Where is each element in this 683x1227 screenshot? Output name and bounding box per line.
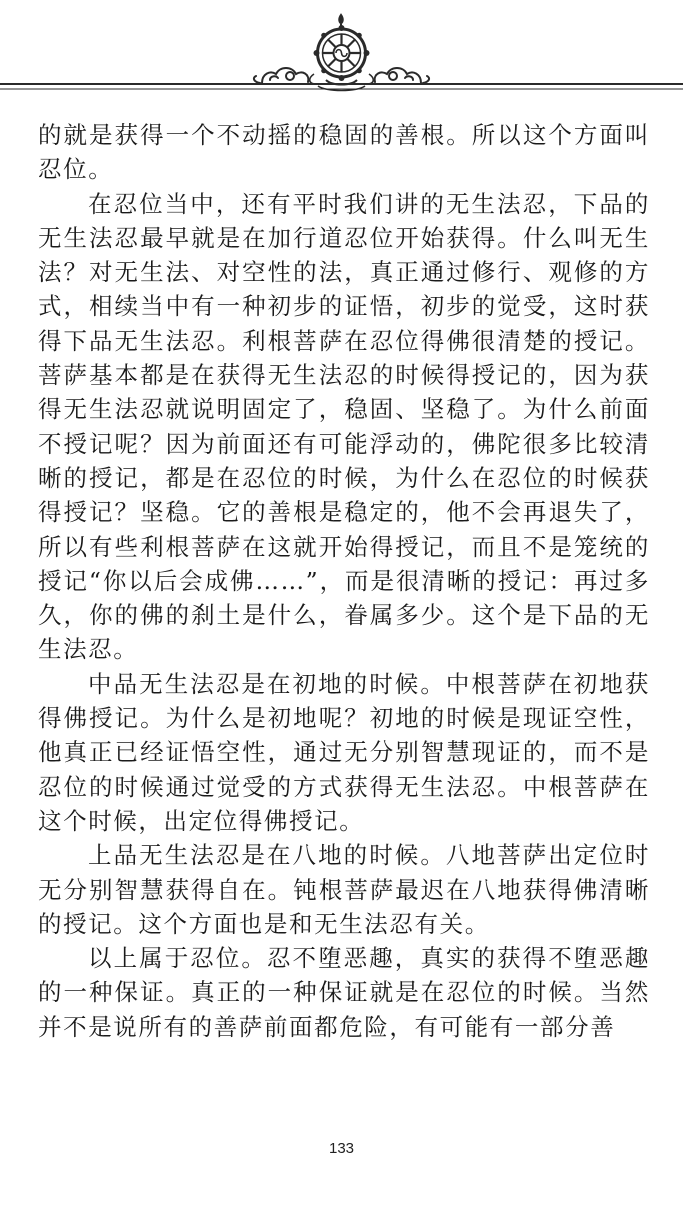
page-body-text — [38, 118, 650, 1044]
left-cloud-scroll-icon — [254, 68, 308, 83]
paragraph-summary-ren-position: 以上属于忍位。忍不堕恶趣，真实的获得不堕恶趣的一种保证。真正的一种保证就是在忍位的时候。当然并不是说所有的善萨前面都危险，有可能有一部分善 — [38, 944, 650, 1041]
paragraph-higher-acceptance: 上品无生法忍是在八地的时候。八地菩萨出定位时无分别智慧获得自在。钝根菩萨最迟在八地获得佛清晰的授记。这个方面也是和无生法忍有关。 — [38, 841, 650, 938]
paragraph-ren-position-and-acceptance: 在忍位当中，还有平时我们讲的无生法忍，下品的无生法忍最早就是在加行道忍位开始获得。什么叫无生法？对无生法、对空性的法，真正通过修行、观修的方式，相续当中有一种初步的证悟，初步的觉受，这时获得下品无生法忍。利根菩萨在忍位得佛很清楚的授记。菩萨基本都是在获得无生法忍的时候得授记的，因为获得无生法忍就说明固定了，稳固、坚稳了。为什么前面不授记呢？因为前面还有可能浮动的，佛陀很多比较清晰的授记，都是在忍位的时候，为什么在忍位的时候获得授记？坚稳。它的善根是稳定的，他不会再退失了，所以有些利根菩萨在这就开始得授记，而且不是笼统的授记“你以后会成佛……”，而是很清晰的授记：再过多久，你的佛的刹土是什么，眷属多少。这个是下品的无生法忍。 — [38, 189, 650, 664]
page-number: 133 — [328, 1140, 355, 1157]
paragraph-continuation: 的就是获得一个不动摇的稳固的善根。所以这个方面叫忍位。 — [38, 121, 650, 184]
dharma-wheel-icon — [310, 14, 374, 91]
header-dharma-wheel-ornament — [0, 0, 683, 100]
right-cloud-scroll-icon — [375, 68, 429, 83]
paragraph-middle-acceptance: 中品无生法忍是在初地的时候。中根菩萨在初地获得佛授记。为什么是初地呢？初地的时候是现证空性，他真正已经证悟空性，通过无分别智慧现证的，而不是忍位的时候通过觉受的方式获得无生法忍。中根菩萨在这个时候，出定位得佛授记。 — [38, 669, 650, 835]
